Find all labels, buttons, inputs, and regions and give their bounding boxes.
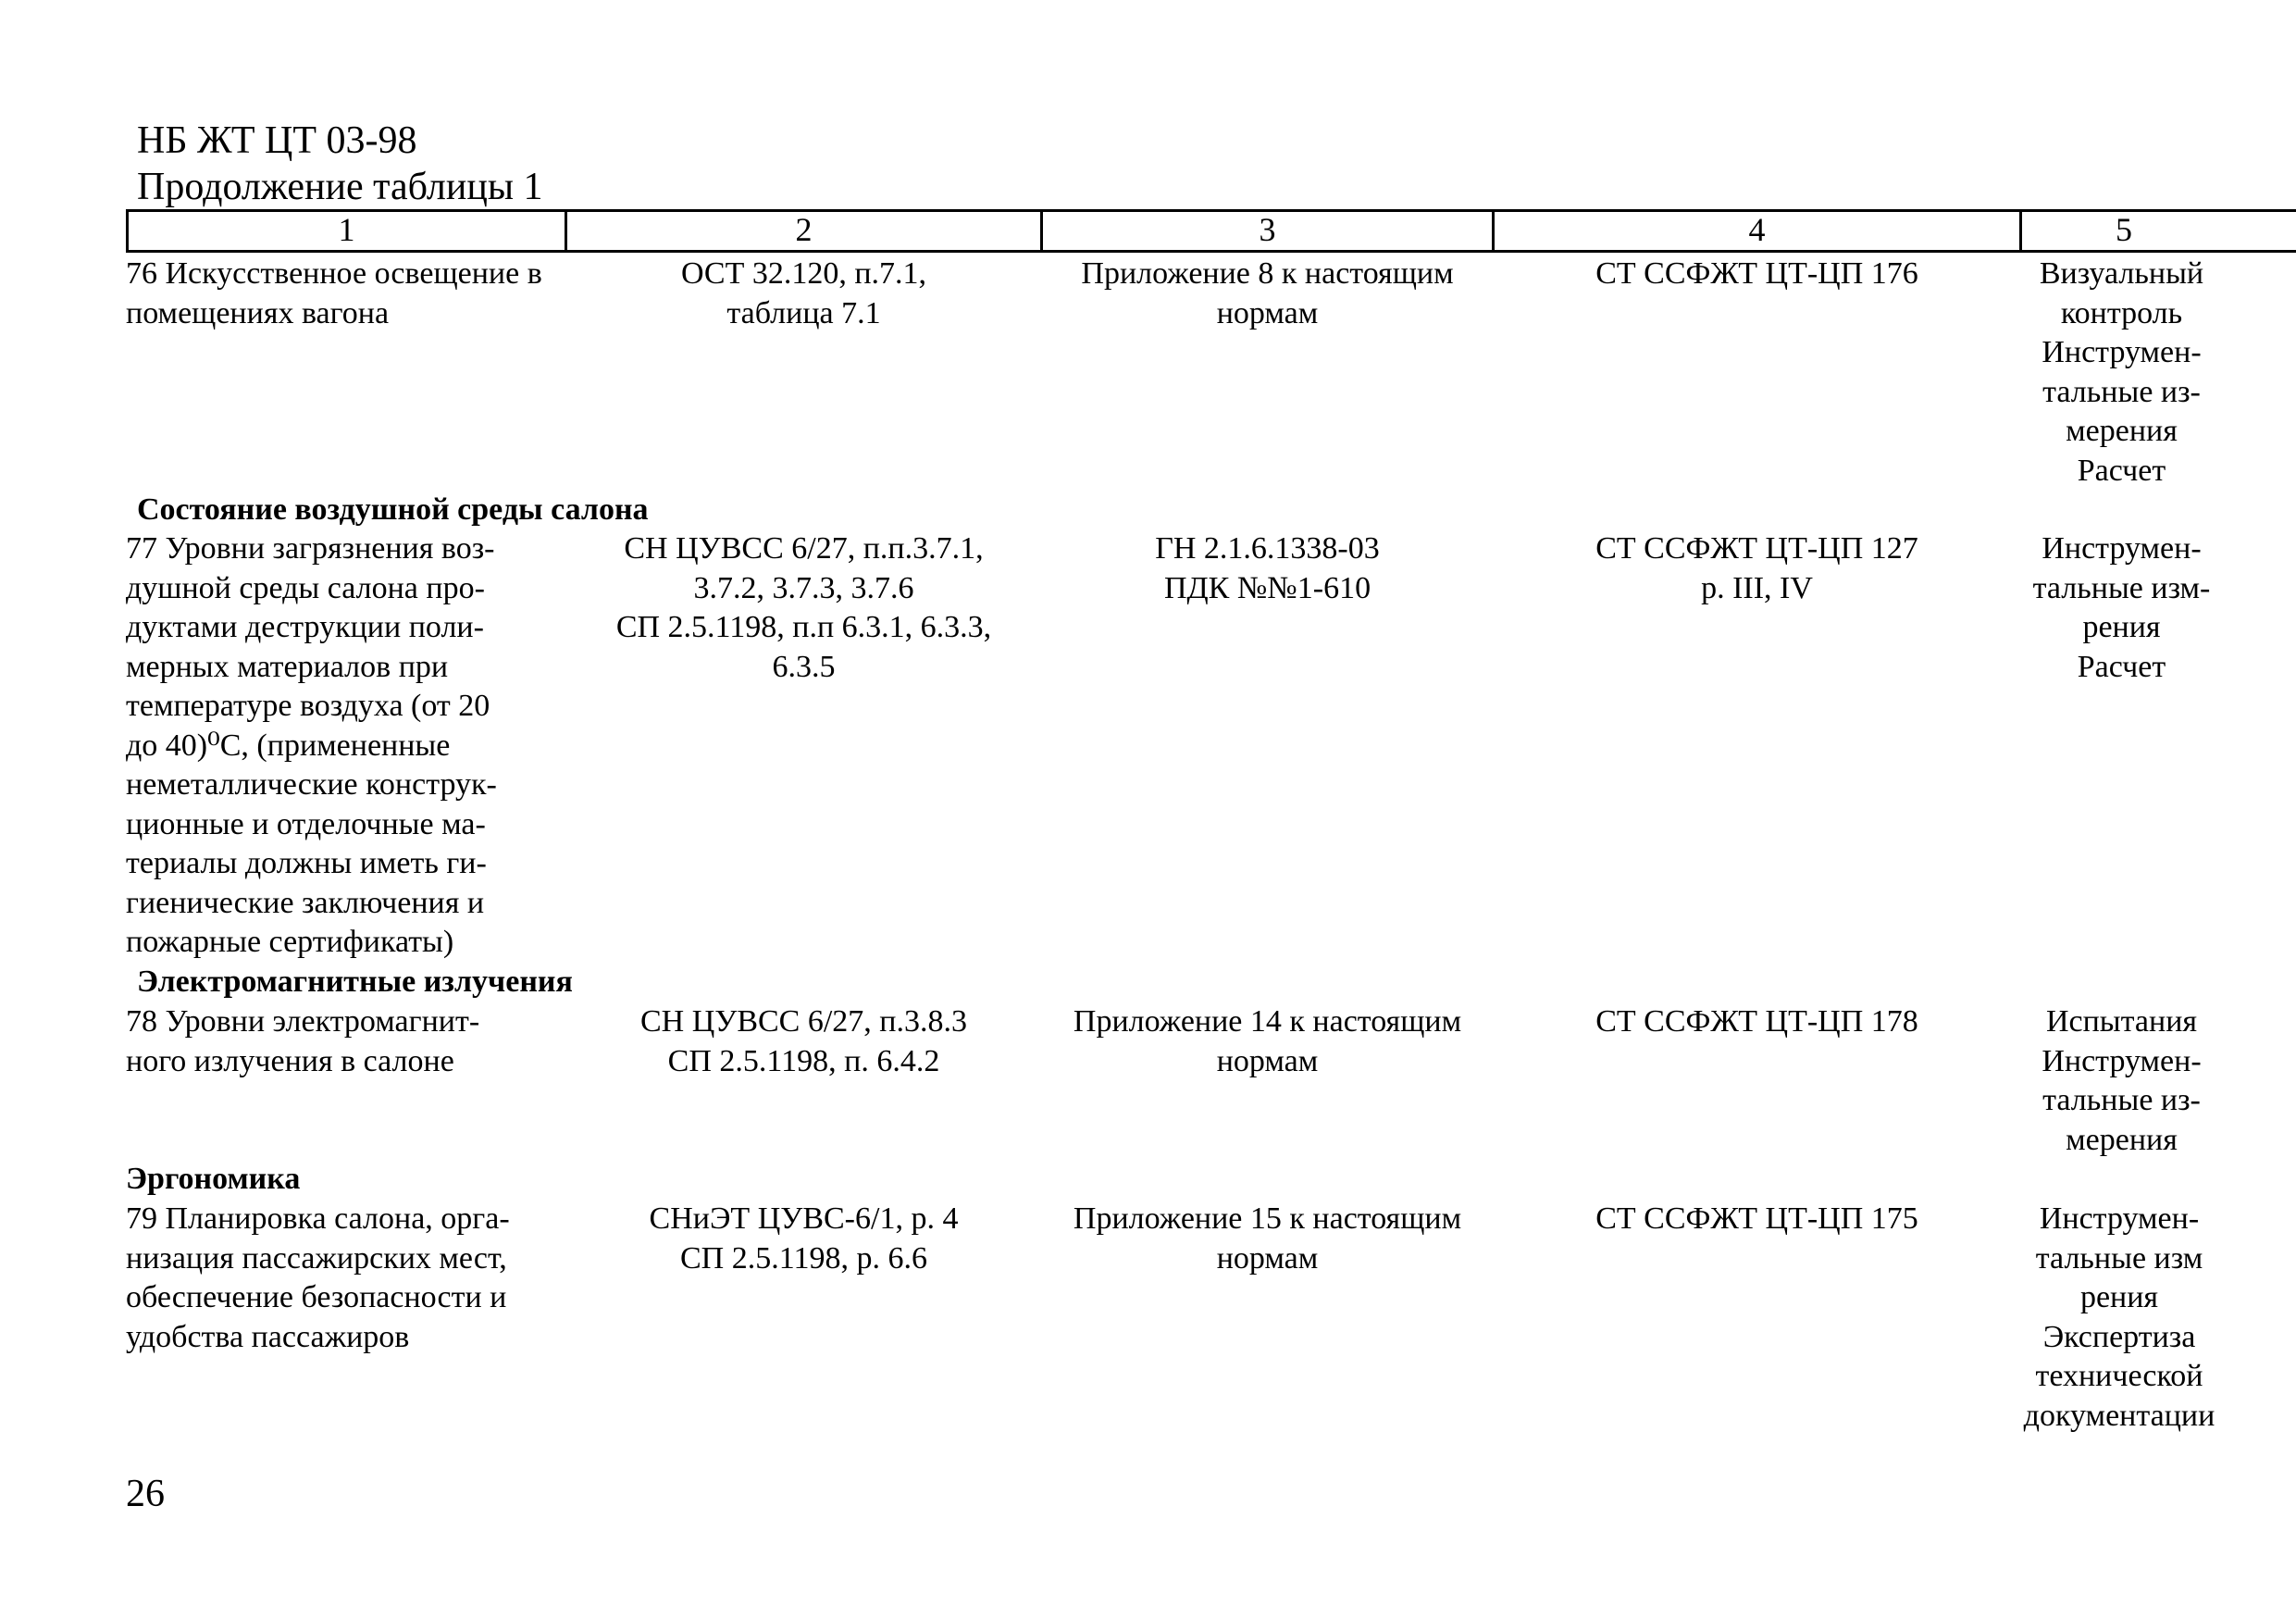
cell-norm-values: Приложение 15 к настоящим нормам <box>1073 1201 1462 1276</box>
cell-control-type: Инструмен- тальные изм рения Экспертиза технической документации <box>2023 1201 2215 1433</box>
section-heading-air: Состояние воздушной среды салона <box>137 492 649 527</box>
cell-test-method: СТ ССФЖТ ЦТ-ЦП 176 <box>1595 256 1918 291</box>
cell-control-type: Визуальный контроль Инструмен- тальные из- мерения Расчет <box>2039 256 2204 488</box>
cell-control-type: Испытания Инструмен- тальные из- мерения <box>2042 1004 2202 1157</box>
column-number-5: 5 <box>2116 211 2132 248</box>
cell-normative-docs: СНиЭТ ЦУВС-6/1, р. 4 СП 2.5.1198, р. 6.6 <box>649 1201 959 1276</box>
section-heading-ergonomics: Эргономика <box>126 1162 301 1196</box>
column-number-3: 3 <box>1259 211 1276 248</box>
document-code: НБ ЖТ ЦТ 03-98 <box>137 119 417 162</box>
cell-requirement: 76 Искусственное освещение в помещениях вагона <box>126 256 542 330</box>
section-heading-em: Электромагнитные излучения <box>137 965 573 999</box>
column-number-4: 4 <box>1748 211 1766 248</box>
cell-test-method: СТ ССФЖТ ЦТ-ЦП 175 <box>1595 1201 1918 1236</box>
cell-requirement: 79 Планировка салона, орга- низация пассажирских мест, обеспечение безопасности и удобства пассажиров <box>126 1201 510 1354</box>
column-number-2: 2 <box>795 211 813 248</box>
column-number-1: 1 <box>338 211 355 248</box>
cell-normative-docs: СН ЦУВСС 6/27, п.3.8.3 СП 2.5.1198, п. 6.4.2 <box>639 1004 968 1078</box>
page-number: 26 <box>126 1473 165 1515</box>
cell-test-method: СТ ССФЖТ ЦТ-ЦП 178 <box>1595 1004 1918 1039</box>
cell-norm-values: Приложение 14 к настоящим нормам <box>1073 1004 1462 1078</box>
cell-norm-values: Приложение 8 к настоящим нормам <box>1081 256 1454 330</box>
table-caption: Продолжение таблицы 1 <box>137 166 543 208</box>
cell-control-type: Инструмен- тальные изм- рения Расчет <box>2032 531 2211 684</box>
cell-norm-values: ГН 2.1.6.1338-03 ПДК №№1-610 <box>1155 531 1380 605</box>
cell-requirement: 77 Уровни загрязнения воз- душной среды салона про- дуктами деструкции поли- мерных материалов при температуре воздуха (от 20 до 40)⁰С, (примененные неметаллические конструк- ционные и отделочные ма- териалы должны иметь ги- гиенические заключения и пожарные сертификаты) <box>126 531 497 959</box>
cell-requirement: 78 Уровни электромагнит- ного излучения в салоне <box>126 1004 480 1078</box>
cell-test-method: СТ ССФЖТ ЦТ-ЦП 127 р. III, IV <box>1595 531 1918 605</box>
header-bottom-border <box>126 250 2296 253</box>
cell-normative-docs: ОСТ 32.120, п.7.1, таблица 7.1 <box>680 256 927 330</box>
cell-normative-docs: СН ЦУВСС 6/27, п.п.3.7.1, 3.7.2, 3.7.3, 3.7.6 СП 2.5.1198, п.п 6.3.1, 6.3.3, 6.3.5 <box>615 531 992 684</box>
